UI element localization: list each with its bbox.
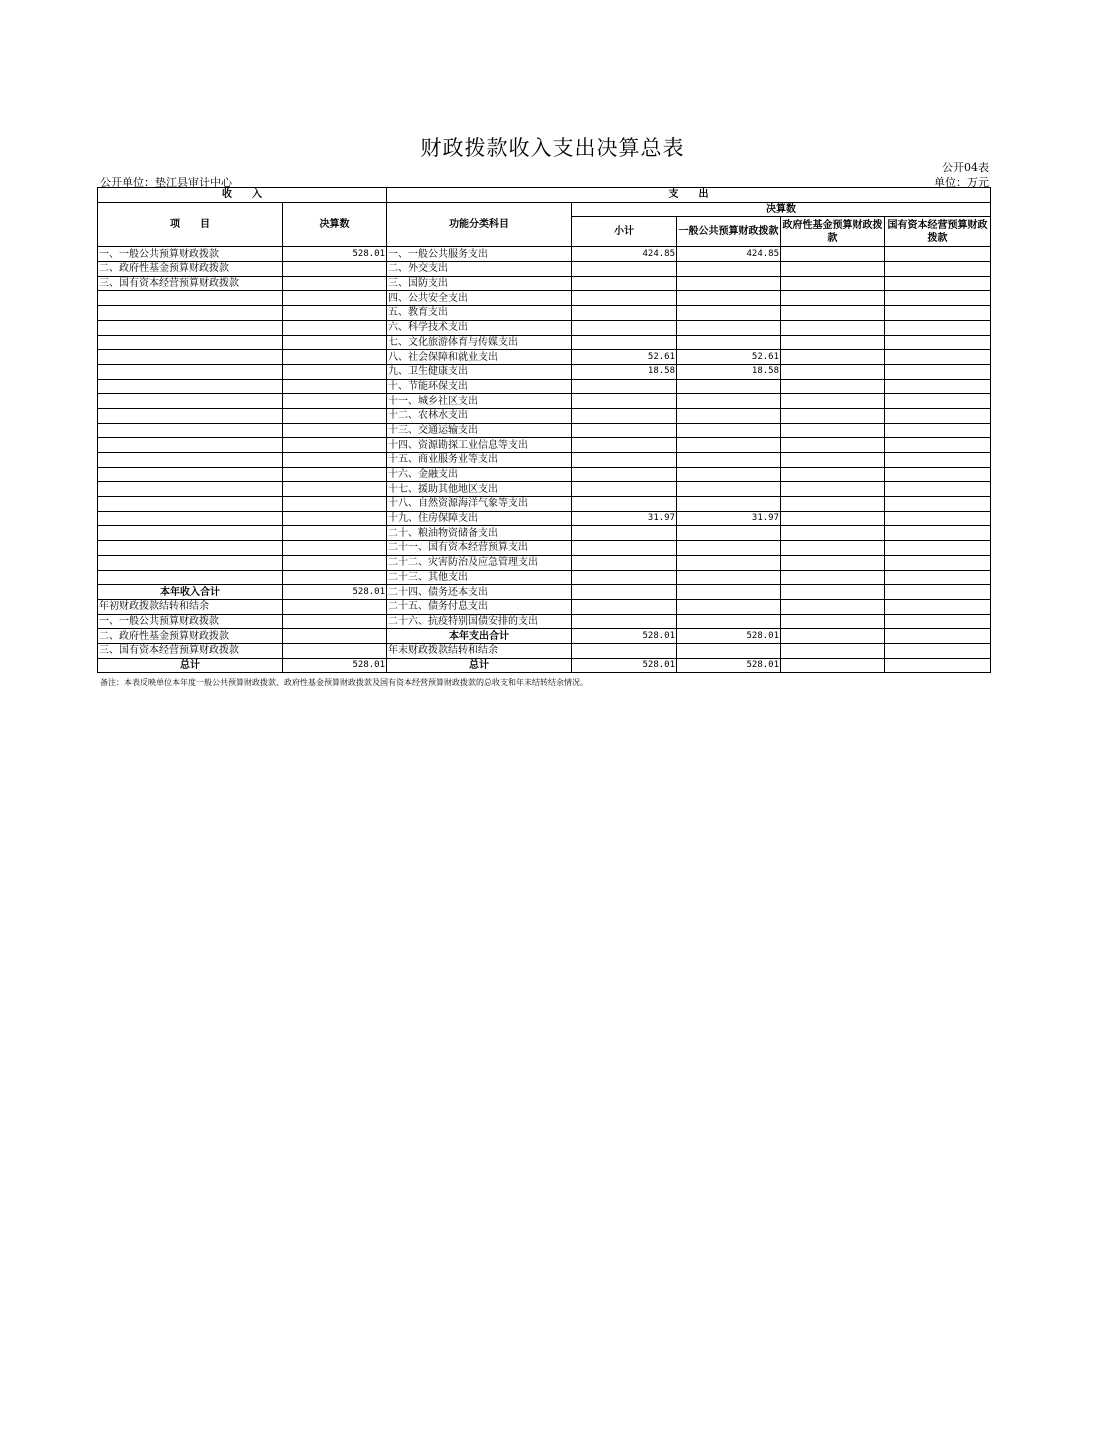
fund-budget-cell [781, 306, 885, 321]
income-item-cell [98, 482, 283, 497]
fund-budget-cell [781, 379, 885, 394]
state-capital-header: 国有资本经营预算财政拨款 [885, 217, 991, 247]
state-capital-cell [885, 335, 991, 350]
subtotal-cell [572, 291, 677, 306]
income-value-cell [283, 570, 387, 585]
function-item-cell: 二十、粮油物资储备支出 [387, 526, 572, 541]
table-row [98, 658, 991, 673]
income-item-cell [98, 541, 283, 556]
general-budget-cell [677, 643, 781, 658]
state-capital-cell [885, 320, 991, 335]
state-capital-cell [885, 570, 991, 585]
income-item-cell [98, 320, 283, 335]
income-item-cell: 总计 [98, 658, 283, 673]
fund-budget-cell [781, 438, 885, 453]
function-item-cell: 十六、金融支出 [387, 467, 572, 482]
table-row [98, 453, 991, 468]
income-item-cell: 三、国有资本经营预算财政拨款 [98, 276, 283, 291]
general-budget-cell [677, 320, 781, 335]
income-item-cell [98, 555, 283, 570]
income-value-cell [283, 408, 387, 423]
function-item-cell: 十八、自然资源海洋气象等支出 [387, 497, 572, 512]
income-item-cell [98, 306, 283, 321]
table-row [98, 335, 991, 350]
table-row [98, 511, 991, 526]
fund-budget-cell [781, 291, 885, 306]
function-item-cell: 年末财政拨款结转和结余 [387, 643, 572, 658]
general-budget-cell: 528.01 [677, 658, 781, 673]
income-value-cell [283, 306, 387, 321]
function-item-cell: 五、教育支出 [387, 306, 572, 321]
income-value-cell: 528.01 [283, 658, 387, 673]
final-group-header: 决算数 [572, 202, 991, 217]
state-capital-cell [885, 350, 991, 365]
general-budget-cell [677, 555, 781, 570]
income-item-cell [98, 570, 283, 585]
general-budget-cell [677, 423, 781, 438]
subtotal-cell [572, 394, 677, 409]
function-item-cell: 八、社会保障和就业支出 [387, 350, 572, 365]
function-item-cell: 二、外交支出 [387, 262, 572, 277]
subtotal-cell [572, 335, 677, 350]
income-value-cell [283, 526, 387, 541]
subtotal-header: 小计 [572, 217, 677, 247]
income-item-cell: 一、一般公共预算财政拨款 [98, 614, 283, 629]
income-item-cell [98, 350, 283, 365]
subtotal-cell [572, 555, 677, 570]
reporting-unit: 公开单位：垫江县审计中心 [100, 176, 232, 189]
subtotal-cell [572, 541, 677, 556]
income-value-cell [283, 291, 387, 306]
income-item-cell: 三、国有资本经营预算财政拨款 [98, 643, 283, 658]
subtotal-cell [572, 306, 677, 321]
income-value-cell [283, 497, 387, 512]
subtotal-cell [572, 262, 677, 277]
table-row [98, 291, 991, 306]
table-row [98, 482, 991, 497]
general-budget-cell [677, 570, 781, 585]
fund-budget-cell [781, 423, 885, 438]
function-item-cell: 十四、资源勘探工业信息等支出 [387, 438, 572, 453]
state-capital-cell [885, 482, 991, 497]
income-value-cell [283, 599, 387, 614]
income-item-cell: 本年收入合计 [98, 585, 283, 600]
fund-budget-cell [781, 629, 885, 644]
income-item-cell [98, 394, 283, 409]
subtotal-cell [572, 570, 677, 585]
table-row [98, 350, 991, 365]
general-budget-cell: 18.58 [677, 364, 781, 379]
income-value-cell [283, 350, 387, 365]
general-budget-cell [677, 262, 781, 277]
income-item-cell [98, 438, 283, 453]
final-header: 决算数 [283, 202, 387, 247]
income-value-cell [283, 541, 387, 556]
general-budget-cell [677, 497, 781, 512]
function-item-cell: 四、公共安全支出 [387, 291, 572, 306]
income-item-cell [98, 291, 283, 306]
income-value-cell [283, 262, 387, 277]
state-capital-cell [885, 643, 991, 658]
fund-budget-cell [781, 335, 885, 350]
table-row [98, 629, 991, 644]
fund-budget-cell [781, 262, 885, 277]
fund-budget-cell [781, 599, 885, 614]
state-capital-cell [885, 629, 991, 644]
fund-budget-cell [781, 394, 885, 409]
general-budget-cell: 424.85 [677, 247, 781, 262]
table-row [98, 408, 991, 423]
income-item-cell: 二、政府性基金预算财政拨款 [98, 262, 283, 277]
function-item-cell: 三、国防支出 [387, 276, 572, 291]
function-item-cell: 七、文化旅游体育与传媒支出 [387, 335, 572, 350]
general-budget-cell: 528.01 [677, 629, 781, 644]
subtotal-cell [572, 453, 677, 468]
general-budget-cell [677, 541, 781, 556]
function-header: 功能分类科目 [387, 202, 572, 247]
income-value-cell: 528.01 [283, 247, 387, 262]
state-capital-cell [885, 364, 991, 379]
subtotal-cell [572, 408, 677, 423]
function-item-cell: 一、一般公共服务支出 [387, 247, 572, 262]
general-budget-cell [677, 306, 781, 321]
function-item-cell: 十七、援助其他地区支出 [387, 482, 572, 497]
function-item-cell: 十、节能环保支出 [387, 379, 572, 394]
general-budget-cell: 31.97 [677, 511, 781, 526]
subtotal-cell [572, 482, 677, 497]
income-item-cell [98, 526, 283, 541]
function-item-cell: 六、科学技术支出 [387, 320, 572, 335]
state-capital-cell [885, 467, 991, 482]
general-budget-cell [677, 291, 781, 306]
general-budget-cell: 52.61 [677, 350, 781, 365]
function-item-cell: 十五、商业服务业等支出 [387, 453, 572, 468]
table-row [98, 438, 991, 453]
table-row [98, 262, 991, 277]
income-value-cell [283, 335, 387, 350]
function-item-cell: 总计 [387, 658, 572, 673]
income-item-cell [98, 511, 283, 526]
fund-budget-cell [781, 541, 885, 556]
table-row [98, 247, 991, 262]
subtotal-cell: 31.97 [572, 511, 677, 526]
general-budget-cell [677, 467, 781, 482]
general-budget-cell [677, 453, 781, 468]
fund-budget-cell [781, 408, 885, 423]
state-capital-cell [885, 306, 991, 321]
subtotal-cell [572, 423, 677, 438]
function-item-cell: 二十五、债务付息支出 [387, 599, 572, 614]
footnote: 备注：本表反映单位本年度一般公共预算财政拨款、政府性基金预算财政拨款及国有资本经营预算财政拨款的总收支和年末结转结余情况。 [100, 678, 588, 687]
function-item-cell: 二十一、国有资本经营预算支出 [387, 541, 572, 556]
fund-budget-cell [781, 643, 885, 658]
function-item-cell: 九、卫生健康支出 [387, 364, 572, 379]
function-item-cell: 十三、交通运输支出 [387, 423, 572, 438]
subtotal-cell: 52.61 [572, 350, 677, 365]
general-budget-cell [677, 614, 781, 629]
subtotal-cell [572, 276, 677, 291]
subtotal-cell [572, 585, 677, 600]
general-budget-header: 一般公共预算财政拨款 [677, 217, 781, 247]
income-item-cell: 一、一般公共预算财政拨款 [98, 247, 283, 262]
fund-budget-cell [781, 364, 885, 379]
fund-budget-cell [781, 585, 885, 600]
income-value-cell [283, 276, 387, 291]
general-budget-cell [677, 482, 781, 497]
fund-budget-cell [781, 511, 885, 526]
state-capital-cell [885, 599, 991, 614]
subtotal-cell [572, 497, 677, 512]
function-item-cell: 二十六、抗疫特别国债安排的支出 [387, 614, 572, 629]
income-item-cell: 年初财政拨款结转和结余 [98, 599, 283, 614]
fund-budget-cell [781, 467, 885, 482]
subtotal-cell [572, 614, 677, 629]
subtotal-cell: 18.58 [572, 364, 677, 379]
fund-budget-cell [781, 497, 885, 512]
subtotal-cell [572, 438, 677, 453]
expense-header: 支 出 [387, 188, 991, 203]
function-item-cell: 本年支出合计 [387, 629, 572, 644]
income-item-cell [98, 467, 283, 482]
income-value-cell [283, 511, 387, 526]
function-item-cell: 二十三、其他支出 [387, 570, 572, 585]
general-budget-cell [677, 599, 781, 614]
table-row [98, 585, 991, 600]
table-row [98, 570, 991, 585]
income-item-cell [98, 453, 283, 468]
table-row [98, 497, 991, 512]
income-value-cell [283, 643, 387, 658]
fund-budget-cell [781, 276, 885, 291]
state-capital-cell [885, 408, 991, 423]
income-item-cell [98, 335, 283, 350]
general-budget-cell [677, 408, 781, 423]
general-budget-cell [677, 335, 781, 350]
page-title: 财政拨款收入支出决算总表 [420, 136, 685, 160]
table-row [98, 364, 991, 379]
table-row [98, 379, 991, 394]
table-row [98, 643, 991, 658]
function-item-cell: 十二、农林水支出 [387, 408, 572, 423]
income-value-cell [283, 614, 387, 629]
fund-budget-cell [781, 453, 885, 468]
function-item-cell: 二十四、债务还本支出 [387, 585, 572, 600]
subtotal-cell: 528.01 [572, 629, 677, 644]
income-item-cell [98, 423, 283, 438]
fund-budget-cell [781, 247, 885, 262]
table-row [98, 541, 991, 556]
income-value-cell [283, 453, 387, 468]
income-item-cell [98, 379, 283, 394]
income-value-cell [283, 629, 387, 644]
subtotal-cell: 528.01 [572, 658, 677, 673]
state-capital-cell [885, 555, 991, 570]
state-capital-cell [885, 423, 991, 438]
state-capital-cell [885, 379, 991, 394]
income-value-cell [283, 423, 387, 438]
general-budget-cell [677, 379, 781, 394]
form-number: 公开04表 [942, 161, 989, 174]
general-budget-cell [677, 394, 781, 409]
state-capital-cell [885, 497, 991, 512]
fund-budget-cell [781, 658, 885, 673]
function-item-cell: 十九、住房保障支出 [387, 511, 572, 526]
table-row [98, 276, 991, 291]
state-capital-cell [885, 262, 991, 277]
fund-budget-cell [781, 570, 885, 585]
table-row [98, 614, 991, 629]
state-capital-cell [885, 438, 991, 453]
fund-budget-cell [781, 555, 885, 570]
state-capital-cell [885, 658, 991, 673]
table-row [98, 306, 991, 321]
header-row-2 [98, 202, 991, 217]
income-item-cell [98, 497, 283, 512]
income-value-cell [283, 467, 387, 482]
budget-table [97, 187, 991, 673]
table-row [98, 555, 991, 570]
subtotal-cell [572, 379, 677, 394]
header-row-1 [98, 188, 991, 203]
fund-budget-cell [781, 482, 885, 497]
state-capital-cell [885, 291, 991, 306]
income-value-cell [283, 438, 387, 453]
function-item-cell: 二十二、灾害防治及应急管理支出 [387, 555, 572, 570]
function-item-cell: 十一、城乡社区支出 [387, 394, 572, 409]
income-item-cell [98, 364, 283, 379]
income-value-cell [283, 379, 387, 394]
general-budget-cell [677, 526, 781, 541]
income-value-cell [283, 555, 387, 570]
income-header: 收 入 [98, 188, 387, 203]
income-item-cell: 二、政府性基金预算财政拨款 [98, 629, 283, 644]
state-capital-cell [885, 247, 991, 262]
subtotal-cell [572, 320, 677, 335]
income-value-cell [283, 320, 387, 335]
general-budget-cell [677, 276, 781, 291]
subtotal-cell [572, 643, 677, 658]
subtotal-cell [572, 599, 677, 614]
subtotal-cell: 424.85 [572, 247, 677, 262]
state-capital-cell [885, 585, 991, 600]
fund-budget-cell [781, 320, 885, 335]
state-capital-cell [885, 526, 991, 541]
state-capital-cell [885, 453, 991, 468]
table-row [98, 526, 991, 541]
table-row [98, 320, 991, 335]
state-capital-cell [885, 614, 991, 629]
fund-budget-cell [781, 614, 885, 629]
fund-budget-header: 政府性基金预算财政拨款 [781, 217, 885, 247]
general-budget-cell [677, 585, 781, 600]
income-item-cell [98, 408, 283, 423]
table-row [98, 423, 991, 438]
general-budget-cell [677, 438, 781, 453]
income-value-cell [283, 482, 387, 497]
table-row [98, 467, 991, 482]
fund-budget-cell [781, 350, 885, 365]
income-value-cell [283, 364, 387, 379]
subtotal-cell [572, 467, 677, 482]
income-value-cell: 528.01 [283, 585, 387, 600]
table-row [98, 394, 991, 409]
currency-unit: 单位：万元 [934, 176, 989, 189]
table-row [98, 599, 991, 614]
subtotal-cell [572, 526, 677, 541]
fund-budget-cell [781, 526, 885, 541]
state-capital-cell [885, 541, 991, 556]
state-capital-cell [885, 394, 991, 409]
item-header: 项 目 [98, 202, 283, 247]
state-capital-cell [885, 276, 991, 291]
state-capital-cell [885, 511, 991, 526]
income-value-cell [283, 394, 387, 409]
